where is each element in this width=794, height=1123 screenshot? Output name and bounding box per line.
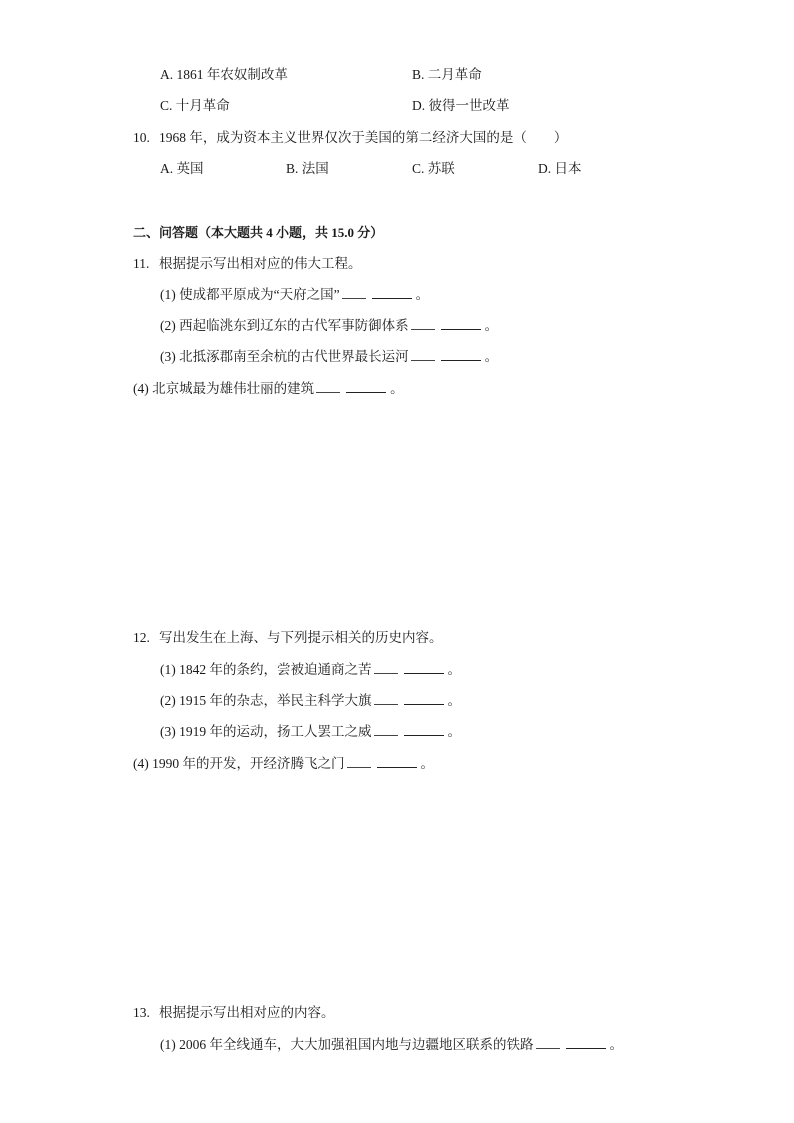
question-13-stem [133, 1004, 335, 1022]
option-text: 1861 年农奴制改革 [176, 67, 288, 82]
answer-blank[interactable] [377, 755, 417, 768]
dash-mark [411, 321, 435, 330]
option-letter: A. [160, 161, 174, 176]
dash-mark [316, 384, 340, 393]
option-text: 英国 [176, 161, 204, 176]
q10-option-a [160, 160, 204, 178]
q9-option-a [160, 66, 288, 84]
option-letter: D. [412, 98, 426, 113]
answer-blank[interactable] [441, 317, 481, 330]
dash-mark [374, 696, 398, 705]
q12-item-2 [160, 692, 461, 710]
end-mark: 。 [609, 1037, 623, 1052]
q10-option-b [286, 160, 329, 178]
question-text: 根据提示写出相对应的伟大工程。 [159, 256, 362, 271]
q12-item-3 [160, 723, 461, 741]
answer-blank[interactable] [404, 661, 444, 674]
answer-blank[interactable] [404, 723, 444, 736]
item-text: (2) 1915 年的杂志，举民主科学大旗 [160, 693, 372, 708]
question-number: 13. [133, 1005, 150, 1020]
item-text: (4) 北京城最为雄伟壮丽的建筑 [133, 381, 315, 396]
dash-mark [536, 1040, 560, 1049]
option-text: 彼得一世改革 [428, 98, 510, 113]
answer-blank[interactable] [441, 348, 481, 361]
item-text: (4) 1990 年的开发，开经济腾飞之门 [133, 756, 345, 771]
end-mark: 。 [390, 381, 404, 396]
q11-item-4 [133, 380, 404, 398]
option-text: 法国 [301, 161, 329, 176]
question-text: 写出发生在上海、与下列提示相关的历史内容。 [159, 630, 443, 645]
answer-blank[interactable] [372, 286, 412, 299]
q10-option-d [538, 160, 582, 178]
q11-item-1 [160, 286, 429, 304]
option-letter: B. [286, 161, 299, 176]
end-mark: 。 [447, 693, 461, 708]
item-text: (2) 西起临洮东到辽东的古代军事防御体系 [160, 318, 409, 333]
option-letter: A. [160, 67, 174, 82]
q12-item-1 [160, 661, 461, 679]
item-text: (3) 北抵涿郡南至余杭的古代世界最长运河 [160, 349, 409, 364]
end-mark: 。 [484, 349, 499, 364]
item-text: (1) 2006 年全线通车，大大加强祖国内地与边疆地区联系的铁路 [160, 1037, 534, 1052]
q9-option-d [412, 97, 510, 115]
q12-item-4 [133, 755, 434, 773]
q11-item-2 [160, 317, 498, 335]
dash-mark [411, 352, 435, 361]
option-letter: C. [160, 98, 173, 113]
option-letter: B. [412, 67, 425, 82]
option-letter: C. [412, 161, 425, 176]
option-text: 二月革命 [427, 67, 482, 82]
question-10-stem [133, 129, 567, 147]
question-12-stem [133, 629, 443, 647]
end-mark: 。 [484, 318, 499, 333]
q11-item-3 [160, 348, 498, 366]
question-11-stem [133, 255, 362, 273]
end-mark: 。 [447, 724, 461, 739]
option-letter: D. [538, 161, 552, 176]
end-mark: 。 [420, 756, 434, 771]
section-heading: 二、问答题（本大题共 4 小题，共 15.0 分） [133, 225, 384, 240]
question-text: 根据提示写出相对应的内容。 [159, 1005, 335, 1020]
question-number: 10. [133, 130, 150, 145]
question-number: 11. [133, 256, 150, 271]
answer-blank[interactable] [346, 380, 386, 393]
dash-mark [374, 665, 398, 674]
answer-blank[interactable] [566, 1036, 606, 1049]
option-text: 十月革命 [175, 98, 230, 113]
item-text: (3) 1919 年的运动，扬工人罢工之威 [160, 724, 372, 739]
end-mark: 。 [415, 287, 430, 302]
q9-option-b [412, 66, 482, 84]
item-text: (1) 使成都平原成为“天府之国” [160, 287, 340, 302]
option-text: 日本 [554, 161, 582, 176]
q13-item-1 [160, 1036, 623, 1054]
question-text: 1968 年，成为资本主义世界仅次于美国的第二经济大国的是（ ） [159, 130, 568, 145]
question-number: 12. [133, 630, 150, 645]
dash-mark [342, 290, 366, 299]
end-mark: 。 [447, 662, 461, 677]
q10-option-c [412, 160, 455, 178]
option-text: 苏联 [427, 161, 455, 176]
answer-blank[interactable] [404, 692, 444, 705]
dash-mark [374, 727, 398, 736]
dash-mark [347, 759, 371, 768]
q9-option-c [160, 97, 230, 115]
item-text: (1) 1842 年的条约，尝被迫通商之苦 [160, 662, 372, 677]
